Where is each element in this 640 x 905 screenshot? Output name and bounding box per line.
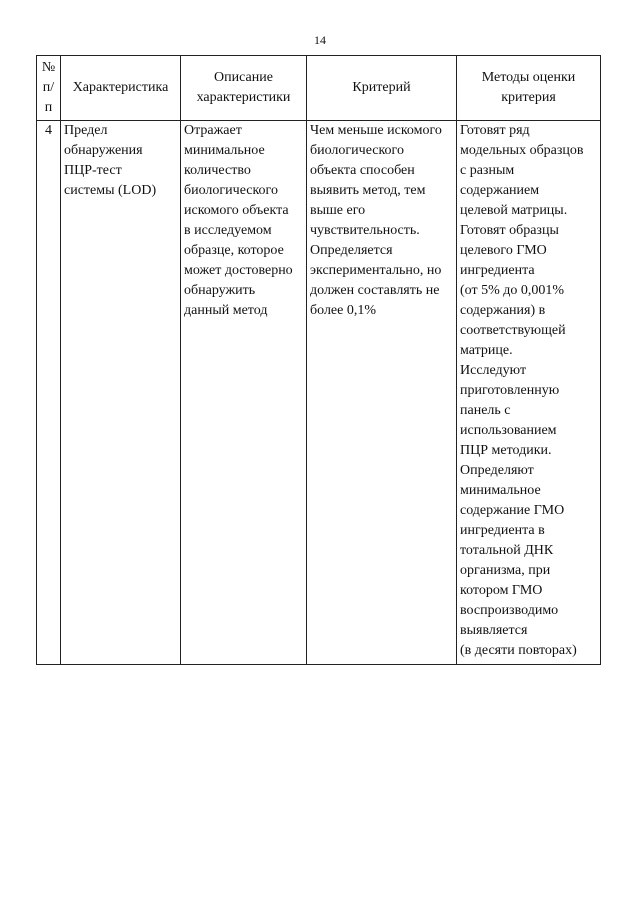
characteristic-cell: Предел обнаружения ПЦР-тест системы (LOD) (61, 121, 181, 665)
header-characteristic: Характеристика (61, 56, 181, 121)
table-header-row (37, 56, 601, 121)
header-methods: Методы оценки критерия (457, 56, 601, 121)
table-row (37, 121, 601, 665)
row-number-cell: 4 (37, 121, 61, 665)
page-number: 14 (314, 33, 326, 47)
header-criterion: Критерий (307, 56, 457, 121)
header-description: Описание характеристики (181, 56, 307, 121)
header-num: № п/п (37, 56, 61, 121)
methods-cell: Готовят ряд модельных образцов с разным содержанием целевой матрицы. Готовят образцы целевого ГМО ингредиента (от 5% до 0,001% содержания) в соответствующей матрице. Исследуют приготовленную панель с использованием ПЦР методики. Определяют минимальное содержание ГМО ингредиента в тотальной ДНК организма, при котором ГМО воспроизводимо выявляется (в десяти повторах) (457, 121, 601, 665)
criteria-table (36, 55, 601, 665)
description-cell: Отражает минимальное количество биологического искомого объекта в исследуемом образце, которое может достоверно обнаружить данный метод (181, 121, 307, 665)
criterion-cell: Чем меньше искомого биологического объекта способен выявить метод, тем выше его чувствительность. Определяется экспериментально, но должен составлять не более 0,1% (307, 121, 457, 665)
